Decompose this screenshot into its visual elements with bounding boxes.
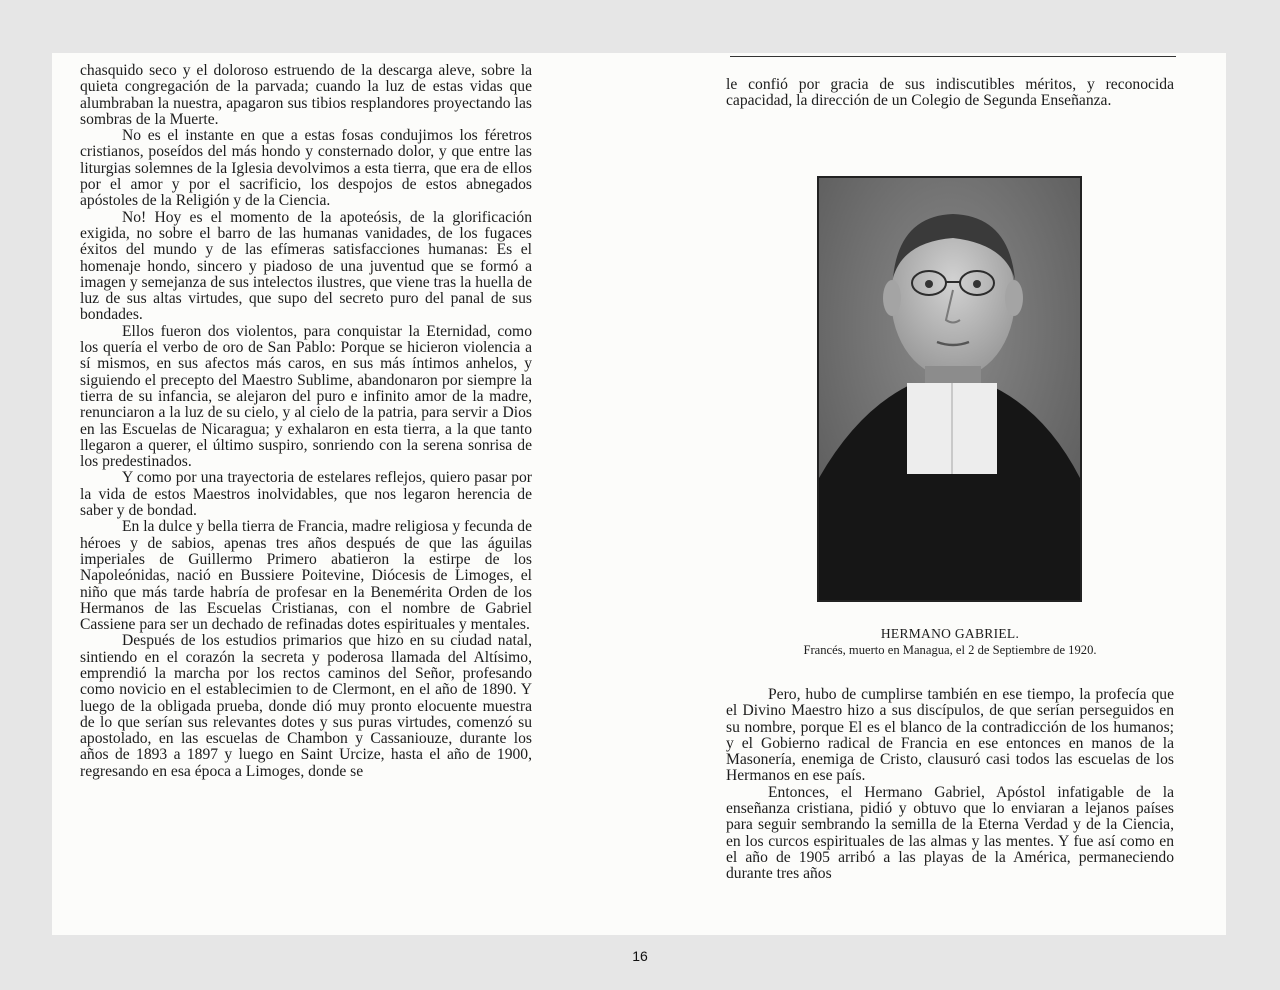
- photo-caption-subtitle: Francés, muerto en Managua, el 2 de Septiembre de 1920.: [803, 643, 1097, 657]
- portrait-image: [819, 178, 1080, 600]
- left-page: [80, 63, 532, 780]
- left-paragraph-2: No es el instante en que a estas fosas condujimos los féretros cristianos, poseídos del más hondo y consternado dolor, y que entre las liturgias solemnes de la Iglesia devolvimos a esta tierra, que era de ellos por el amor y por el sacrificio, los despojos de estos abnegados apóstoles de la Religión y de la Ciencia.: [80, 127, 532, 210]
- right-top-block: [726, 77, 1174, 110]
- right-top-paragraph: le confió por gracia de sus indiscutibles méritos, y reconocida capacidad, la dirección de un Colegio de Segunda Enseñanza.: [726, 76, 1174, 110]
- left-paragraph-4: Ellos fueron dos violentos, para conquistar la Eternidad, como los quería el verbo de oro de San Pablo: Porque se hicieron violencia a sí mismos, en sus afectos más caros, en sus más íntimos anhelos, y siguiendo el precepto del Maestro Sublime, abandonaron por siempre la tierra de su infancia, se alejaron del puro e infinito amor de la madre, renunciaron a la luz de su cielo, y al cielo de la patria, para servir a Dios en las Escuelas de Nicaragua; y exhalaron en esta tierra, a la que tanto llegaron a querer, el último suspiro, sonriendo con la serena sonrisa de los predestinados.: [80, 322, 532, 471]
- left-paragraph-7: Después de los estudios primarios que hizo en su ciudad natal, sintiendo en el corazón la secreta y poderosa llamada del Altísimo, emprendió la marcha por los rectos caminos del Señor, profesando como novicio en el establecimien to de Clermont, en el año de 1890. Y luego de la obligada prueba, donde dió muy pronto elocuente muestra de lo que serían sus relevantes dotes y sus puras virtudes, comenzó su apostolado, en las escuelas de Chambon y Cassaniouze, durante los años de 1893 a 1897 y luego en Saint Urcize, hasta el año de 1900, regresando en esa época a Limoges, donde se: [80, 632, 532, 780]
- right-paragraph-1: Pero, hubo de cumplirse también en ese tiempo, la profecía que el Divino Maestro hizo a sus discípulos, de que serían perseguidos en su nombre, porque El es el blanco de la contradicción de los humanos; y el Gobierno radical de Francia en ese entonces en manos de la Masonería, enemiga de Cristo, clausuró casi todos las escuelas de los Hermanos en ese país.: [726, 686, 1174, 785]
- left-paragraph-5: Y como por una trayectoria de estelares reflejos, quiero pasar por la vida de estos Maestros inolvidables, que nos legaron herencia de saber y de bondad.: [80, 469, 532, 520]
- header-rule: [730, 56, 1176, 57]
- portrait-photo: [817, 176, 1082, 602]
- left-paragraph-3: No! Hoy es el momento de la apoteósis, de la glorificación exigida, no sobre el barro de las humanas vanidades, de los fugaces éxitos del mundo y de las efímeras satisfacciones humanas: Es el homenaje hondo, sincero y piadoso de una juventud que se formó a imagen y semejanza de sus intelectos ilustres, que viene tras la huella de luz de sus altas virtudes, que supo del secreto puro del panal de sus bondades.: [80, 208, 532, 324]
- left-paragraph-1: chasquido seco y el doloroso estruendo de la descarga aleve, sobre la quieta congregación de la parvada; cuando la luz de estas vidas que alumbraban la nuestra, apagaron sus tibios resplandores proyectando las sombras de la Muerte.: [80, 62, 532, 128]
- book-spread: [52, 53, 1226, 935]
- page-number: 16: [632, 948, 648, 964]
- photo-caption-name: HERMANO GABRIEL.: [880, 626, 1020, 641]
- right-bottom-block: [726, 687, 1174, 883]
- right-paragraph-2: Entonces, el Hermano Gabriel, Apóstol infatigable de la enseñanza cristiana, pidió y obtuvo que lo enviaran a lejanos países para seguir sembrando la semilla de la Eterna Verdad y de la Ciencia, en los curcos espirituales de las almas y las mentes. Y fue así como en el año de 1905 arribó a las playas de la América, permaneciendo durante tres años: [726, 783, 1174, 883]
- left-paragraph-6: En la dulce y bella tierra de Francia, madre religiosa y fecunda de héroes y de sabios, apenas tres años después de que las águilas imperiales de Guillermo Primero abatieron la estirpe de los Napoleónidas, nació en Bussiere Poitevine, Diócesis de Limoges, el niño que más tarde habría de profesar en la Benemérita Orden de los Hermanos de las Escuelas Cristianas, con el nombre de Gabriel Cassiene para ser un dechado de refinadas dotes espirituales y mentales.: [80, 518, 533, 634]
